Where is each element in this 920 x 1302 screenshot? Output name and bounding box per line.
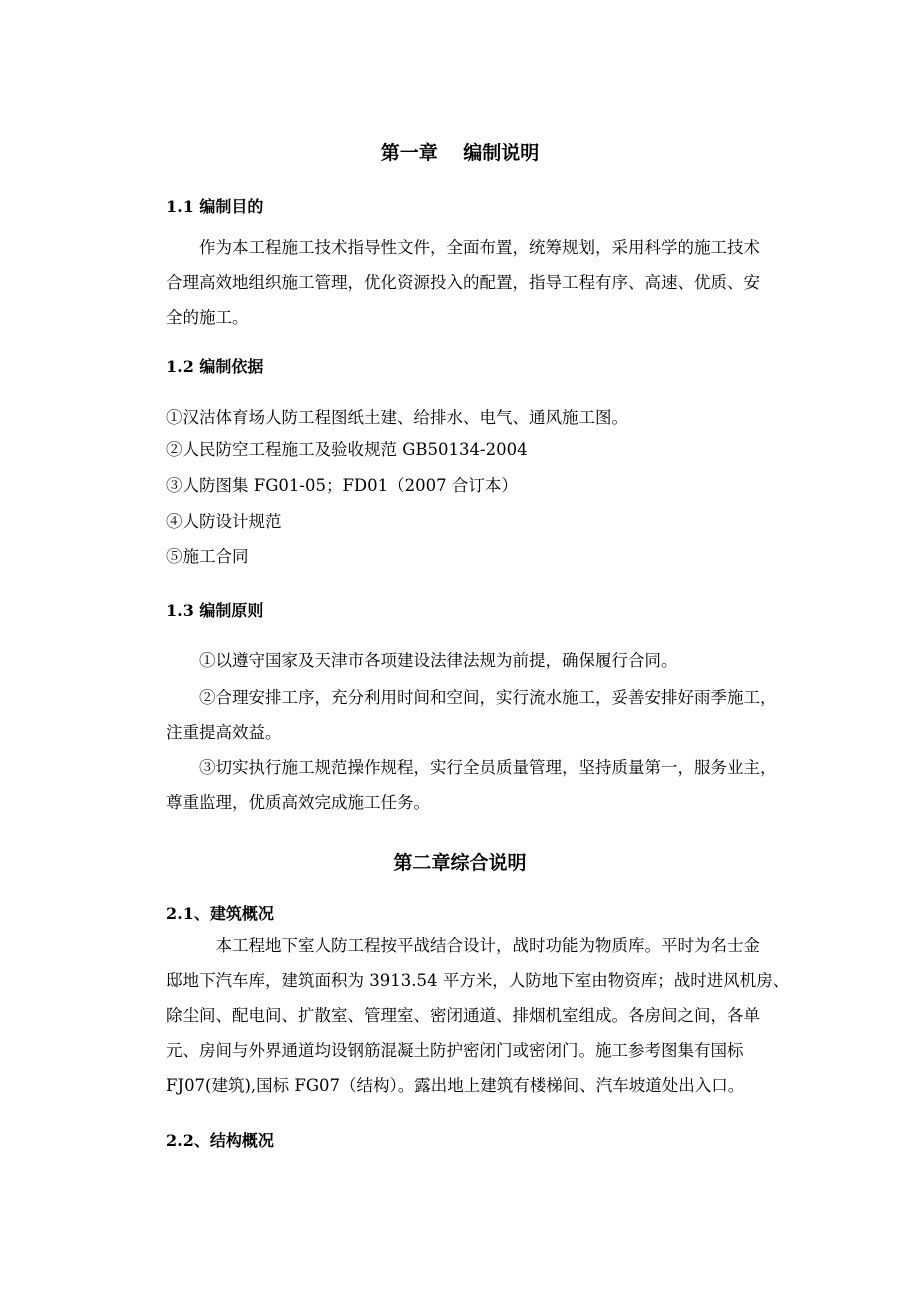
basis-list-item: ④人防设计规范 (166, 512, 282, 531)
paragraph-line: 全的施工。 (166, 308, 249, 327)
basis-list-item: ⑤施工合同 (166, 547, 249, 566)
section-2-1-heading: 2.1、建筑概况 (166, 904, 274, 923)
section-1-1-heading: 1.1 编制目的 (166, 197, 264, 216)
principle-paragraph-2 (166, 680, 842, 750)
principle-paragraph-1 (166, 643, 842, 678)
basis-list-item: ②人民防空工程施工及验收规范 GB50134-2004 (166, 440, 528, 459)
section-1-1-paragraph (166, 230, 842, 335)
paragraph-line: 注重提高效益。 (166, 723, 282, 742)
chapter-2-title: 第二章综合说明 (393, 852, 527, 874)
paragraph-line: 本工程地下室人防工程按平战结合设计，战时功能为物质库。平时为名士金 (166, 936, 760, 955)
principle-paragraph-3 (166, 750, 842, 820)
paragraph-line: 尊重监理，优质高效完成施工任务。 (166, 793, 430, 812)
paragraph-line: ②合理安排工序，充分利用时间和空间，实行流水施工，妥善安排好雨季施工， (166, 688, 777, 707)
section-2-1-paragraph (166, 928, 842, 1103)
paragraph-line: 合理高效地组织施工管理，优化资源投入的配置，指导工程有序、高速、优质、安 (166, 273, 760, 292)
basis-list-item: ③人防图集 FG01-05；FD01（2007 合订本） (166, 476, 518, 495)
section-1-2-heading: 1.2 编制依据 (166, 357, 264, 376)
chapter-1-title: 第一章 编制说明 (380, 142, 540, 164)
section-2-2-heading: 2.2、结构概况 (166, 1131, 274, 1150)
basis-list-item: ①汉沽体育场人防工程图纸土建、给排水、电气、通风施工图。 (166, 408, 628, 427)
paragraph-line: FJ07(建筑),国标 FG07（结构）。露出地上建筑有楼梯间、汽车坡道处出入口。 (166, 1076, 745, 1095)
paragraph-line: 元、房间与外界通道均设钢筋混凝土防护密闭门或密闭门。施工参考图集有国标 (166, 1041, 744, 1060)
section-1-3-heading: 1.3 编制原则 (166, 601, 264, 620)
paragraph-line: 邸地下汽车库，建筑面积为 3913.54 平方米，人防地下室由物资库；战时进风机房、 (166, 971, 790, 990)
paragraph-line: 作为本工程施工技术指导性文件，全面布置，统筹规划，采用科学的施工技术 (166, 238, 760, 257)
paragraph-line: ③切实执行施工规范操作规程，实行全员质量管理，坚持质量第一，服务业主， (166, 758, 777, 777)
paragraph-line: ①以遵守国家及天津市各项建设法律法规为前提，确保履行合同。 (166, 651, 678, 670)
paragraph-line: 除尘间、配电间、扩散室、管理室、密闭通道、排烟机室组成。各房间之间，各单 (166, 1006, 760, 1025)
